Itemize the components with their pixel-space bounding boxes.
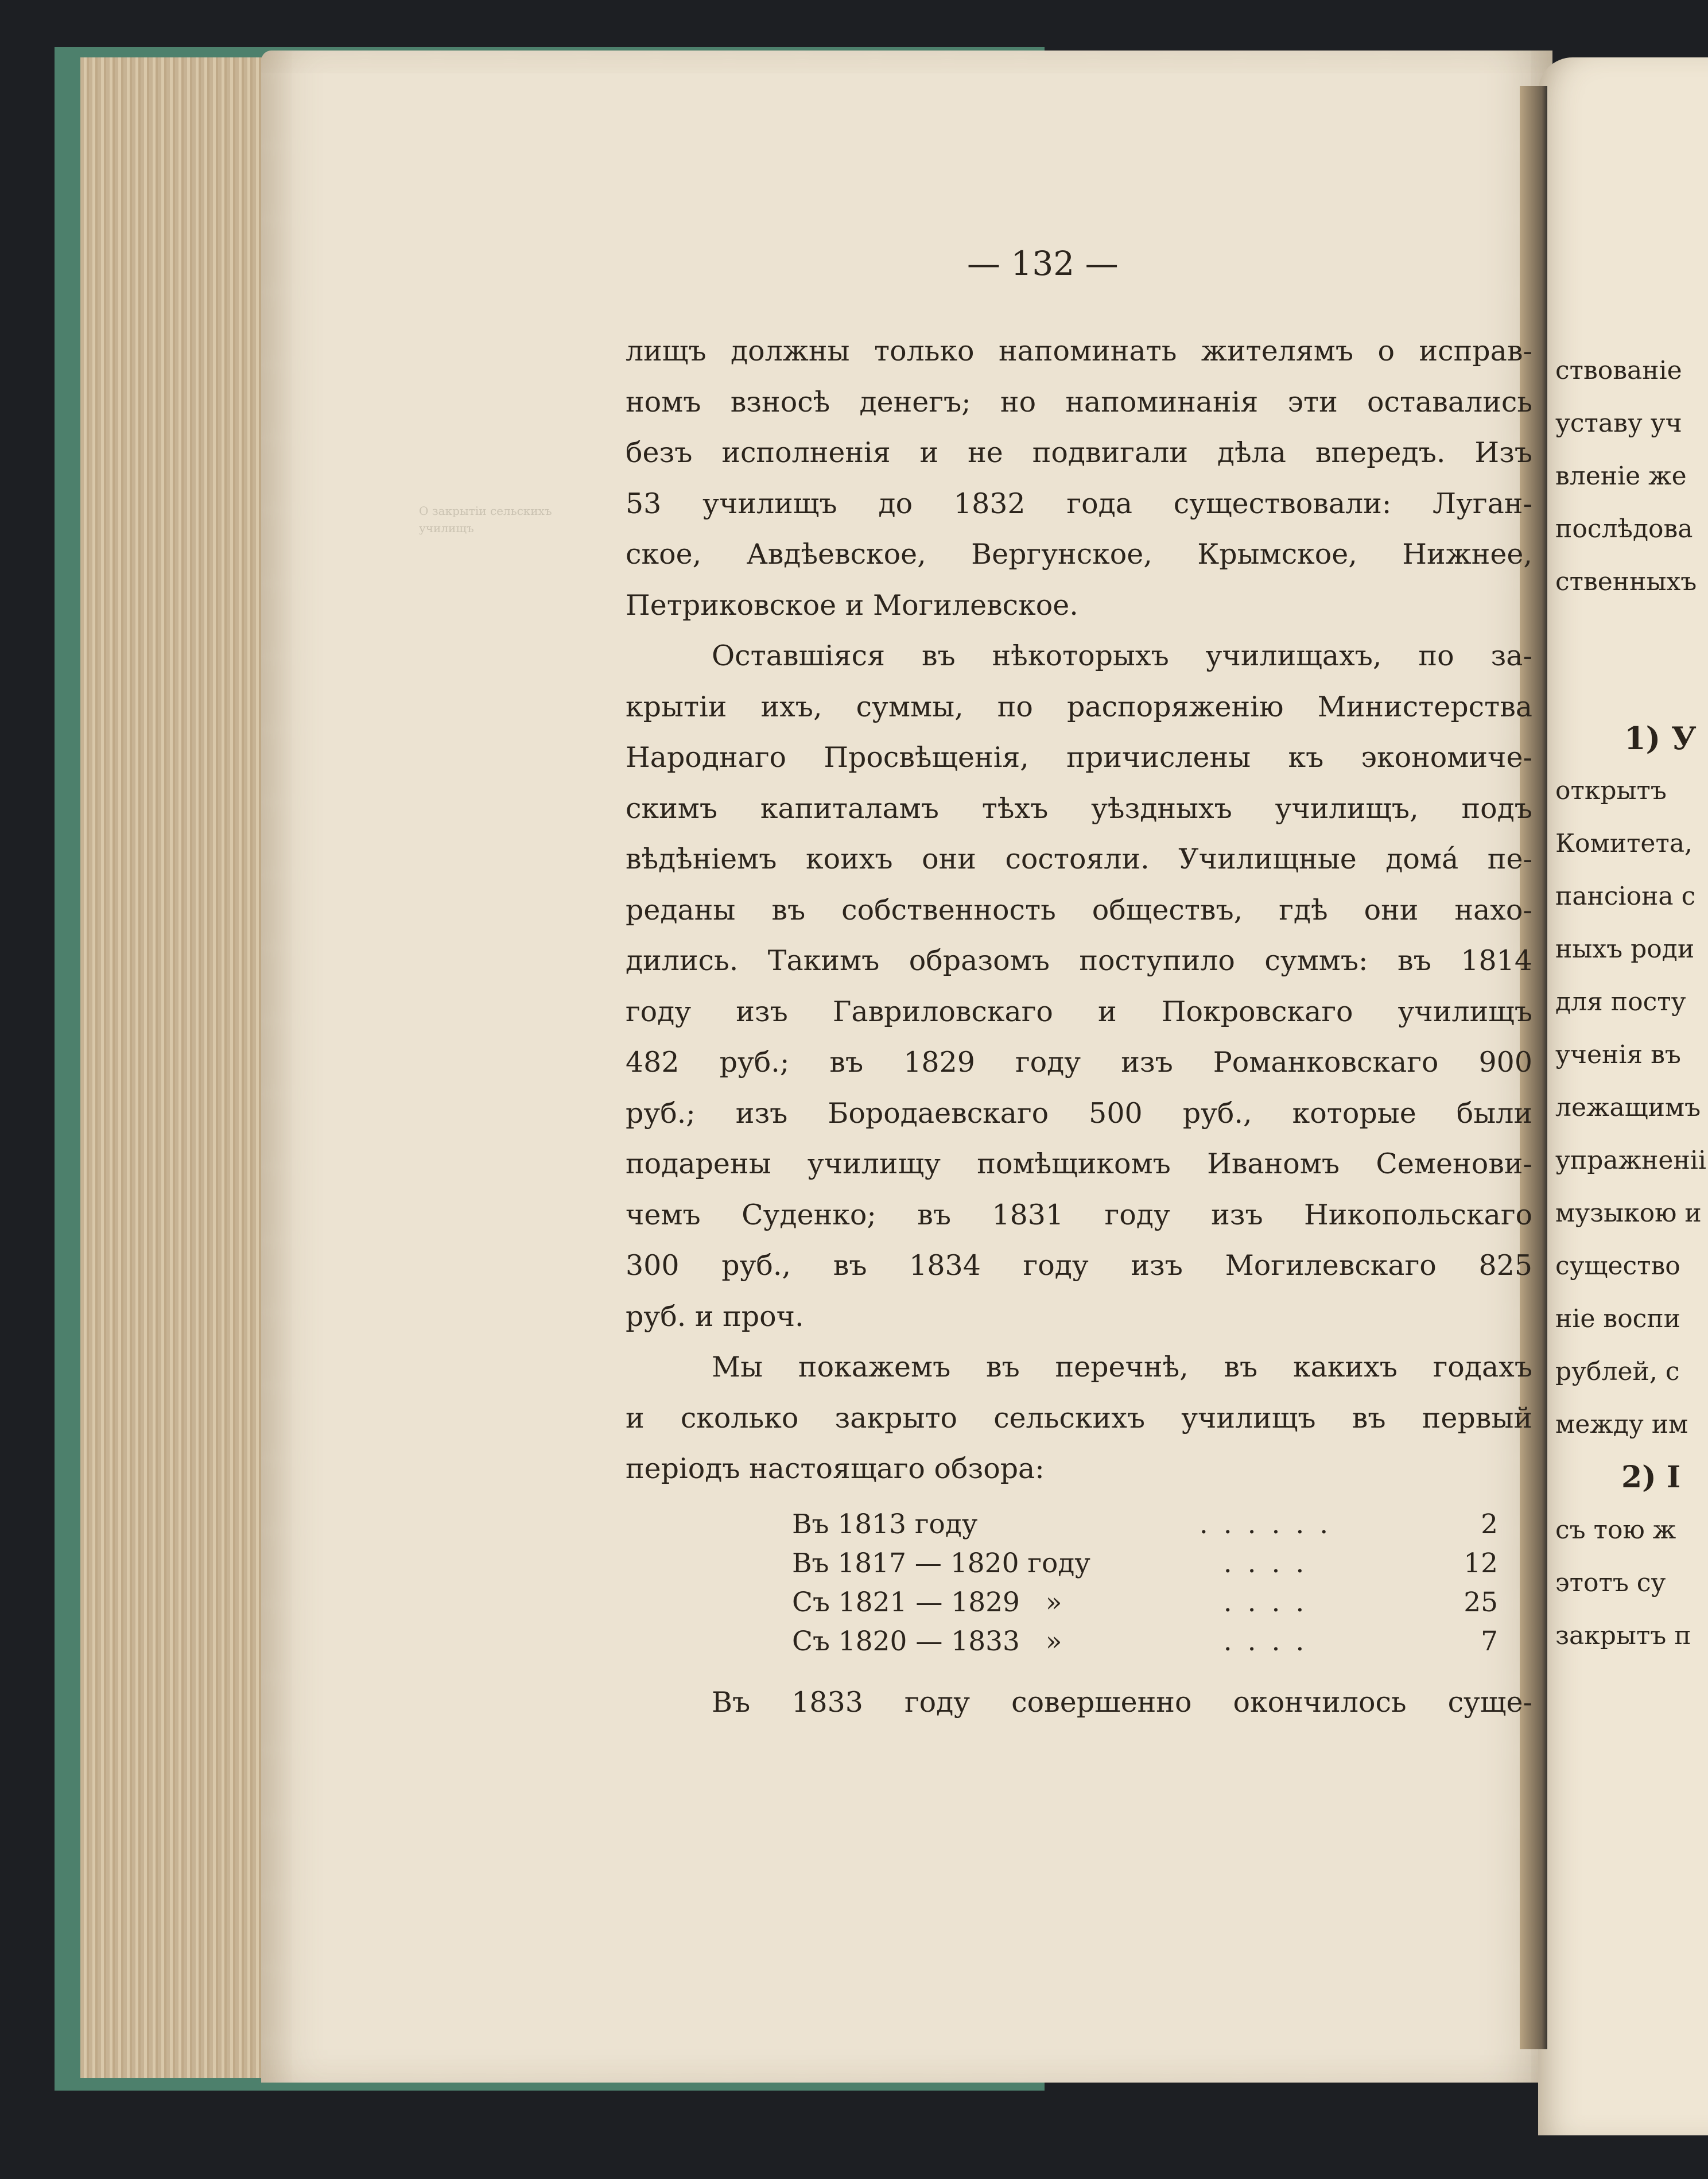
text-line: крытіи ихъ, суммы, по распоряженію Министерства (626, 690, 1532, 723)
text-line: послѣдова (1555, 514, 1693, 544)
text-line: открытъ (1555, 776, 1667, 805)
text-line: ученія въ (1555, 1040, 1681, 1069)
text-line: Комитета, (1555, 829, 1693, 858)
text-line: ныхъ роди (1555, 935, 1695, 964)
text-line: лищъ должны только напоминать жителямъ о исправ- (626, 335, 1532, 367)
text-line: Оставшіяся въ нѣкоторыхъ училищахъ, по за- (712, 639, 1532, 672)
text-line: чемъ Суденко; въ 1831 году изъ Никопольскаго (626, 1198, 1532, 1231)
text-line: вѣдѣніемъ коихъ они состояли. Училищные домá пе- (626, 843, 1532, 875)
table-period: Въ 1817 — 1820 году (792, 1547, 1090, 1579)
text-line: пансіона с (1555, 882, 1696, 911)
text-line: безъ исполненія и не подвигали дѣла впередъ. Изъ (626, 436, 1532, 469)
table-count: 25 (1464, 1586, 1498, 1618)
table-period: Въ 1813 году (792, 1508, 978, 1540)
table-leader-dots: . . . . (1223, 1625, 1308, 1657)
table-period: Съ 1821 — 1829 » (792, 1586, 1062, 1618)
paragraph-4 (626, 1677, 1532, 1728)
text-line: 53 училищъ до 1832 года существовали: Луган- (626, 487, 1532, 520)
text-line: ское, Авдѣевское, Вергунское, Крымское, Нижнее, (626, 538, 1532, 571)
text-line: номъ взносѣ денегъ; но напоминанія эти оставались (626, 385, 1532, 418)
text-line: ствованіе (1555, 356, 1682, 385)
text-line: существо (1555, 1251, 1680, 1281)
right-page-text (1555, 344, 1708, 1662)
text-line: руб.; изъ Бородаевскаго 500 руб., которые были (626, 1096, 1532, 1130)
section-heading: 2) I (1621, 1460, 1681, 1495)
table-count: 7 (1481, 1625, 1498, 1657)
text-line: закрытъ п (1555, 1621, 1691, 1650)
table-row (626, 1544, 1532, 1583)
margin-note: О закрытіи сельскихъ училищъ (419, 504, 552, 535)
text-line: скимъ капиталамъ тѣхъ уѣздныхъ училищъ, подъ (626, 792, 1532, 825)
text-line: ственныхъ (1555, 567, 1697, 596)
left-page-text (626, 326, 1532, 1728)
table-leader-dots: . . . . (1223, 1547, 1308, 1579)
text-line: дились. Такимъ образомъ поступило суммъ: въ 1814 (626, 944, 1532, 977)
closures-table (626, 1505, 1532, 1661)
text-line: этотъ су (1555, 1568, 1666, 1598)
text-line: подарены училищу помѣщикомъ Иваномъ Семенови- (626, 1147, 1532, 1180)
table-row (626, 1505, 1532, 1544)
text-line: вленіе же (1555, 462, 1687, 491)
text-line: Въ 1833 году совершенно окончилось суще- (712, 1685, 1532, 1719)
table-row (626, 1583, 1532, 1622)
text-line: рублей, с (1555, 1357, 1680, 1386)
text-line: между им (1555, 1410, 1688, 1439)
text-line: Петриковское и Могилевское. (626, 588, 1078, 622)
text-line: музыкою и (1555, 1199, 1702, 1228)
text-line: ніе воспи (1555, 1304, 1680, 1333)
text-line: съ тою ж (1555, 1515, 1676, 1545)
text-line: 482 руб.; въ 1829 году изъ Романковскаго 900 (626, 1046, 1532, 1079)
table-leader-dots: . . . . . . (1199, 1508, 1332, 1540)
table-leader-dots: . . . . (1223, 1586, 1308, 1618)
text-line: году изъ Гавриловскаго и Покровскаго училищъ (626, 995, 1532, 1028)
text-line: Мы покажемъ въ перечнѣ, въ какихъ годахъ (712, 1351, 1532, 1383)
text-line: руб. и проч. (626, 1300, 804, 1333)
section-heading: 1) У (1624, 720, 1697, 757)
text-line: лежащимъ (1555, 1093, 1701, 1122)
table-row (626, 1622, 1532, 1661)
table-count: 2 (1481, 1508, 1498, 1540)
table-period: Съ 1820 — 1833 » (792, 1625, 1062, 1657)
text-line: періодъ настоящаго обзора: (626, 1452, 1045, 1485)
text-line: 300 руб., въ 1834 году изъ Могилевскаго 825 (626, 1249, 1532, 1282)
paragraph-2 (626, 631, 1532, 1342)
text-line: и сколько закрыто сельскихъ училищъ въ первый (626, 1401, 1532, 1434)
text-line: для посту (1555, 987, 1686, 1017)
text-line: реданы въ собственность обществъ, гдѣ они нахо- (626, 893, 1532, 926)
page-number: — 132 — (967, 244, 1119, 283)
table-count: 12 (1464, 1547, 1498, 1579)
paragraph-3 (626, 1342, 1532, 1495)
text-line: упражненіі (1555, 1146, 1706, 1175)
paragraph-1 (626, 326, 1532, 631)
text-line: Народнаго Просвѣщенія, причислены къ экономиче- (626, 741, 1532, 774)
text-line: уставу уч (1555, 409, 1682, 438)
